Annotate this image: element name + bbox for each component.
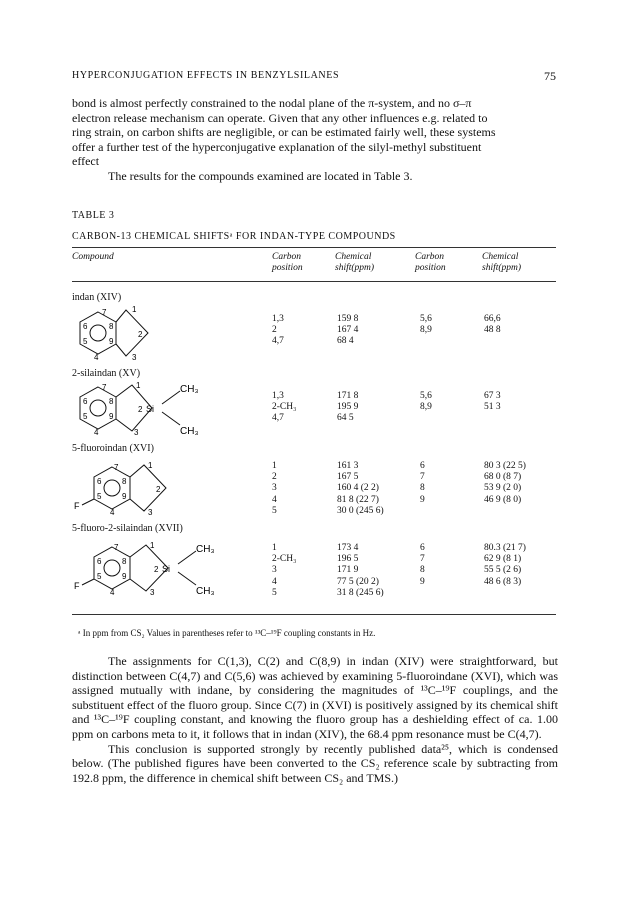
compound-name: indan (XIV) [72, 292, 122, 303]
intro-line: bond is almost perfectly constrained to the nodal plane of the π-system, and no σ–π [72, 96, 472, 110]
svg-text:5: 5 [97, 492, 102, 501]
header-compound: Compound [72, 252, 114, 262]
carbon-positions: 1,3 2-CH₃ 4,7 [272, 391, 297, 424]
svg-text:2: 2 [138, 405, 143, 414]
header-chemical-shift-2: Chemical shift(ppm) [482, 252, 522, 273]
svg-text:8: 8 [109, 397, 114, 406]
carbon-positions: 6 7 8 9 [420, 461, 425, 505]
results-line: The results for the compounds examined are located in Table 3. [108, 168, 413, 183]
discussion [72, 654, 558, 785]
svg-text:2: 2 [156, 485, 161, 494]
svg-text:6: 6 [83, 322, 88, 331]
svg-text:4: 4 [110, 588, 115, 597]
table-caption: CARBON-13 CHEMICAL SHIFTSᵃ FOR INDAN-TYPE COMPOUNDS [72, 231, 396, 242]
silaindan-structure [76, 381, 246, 443]
carbon-positions: 1 2 3 4 5 [272, 461, 277, 516]
svg-text:6: 6 [97, 557, 102, 566]
compound-name: 5-fluoro-2-silaindan (XVII) [72, 523, 183, 534]
svg-text:7: 7 [102, 383, 107, 392]
svg-text:1: 1 [150, 541, 155, 550]
table-label: TABLE 3 [72, 210, 115, 221]
svg-text:7: 7 [102, 308, 107, 317]
svg-text:1: 1 [136, 381, 141, 390]
indan-structure [76, 306, 206, 366]
svg-text:8: 8 [122, 557, 127, 566]
svg-text:8: 8 [122, 477, 127, 486]
svg-text:1: 1 [132, 306, 137, 314]
table-bottom-rule [72, 614, 556, 615]
compound-name: 2-silaindan (XV) [72, 368, 141, 379]
svg-text:Si: Si [146, 404, 155, 414]
page-number: 75 [544, 69, 556, 83]
running-header [72, 70, 556, 81]
intro-line: offer a further test of the hyperconjugative explanation of the silyl-methyl substituent [72, 139, 482, 154]
svg-text:7: 7 [114, 463, 119, 472]
svg-text:4: 4 [94, 428, 99, 437]
chemical-shifts: 173 4 196 5 171 9 77 5 (20 2) 31 8 (245 6) [337, 543, 384, 598]
carbon-positions: 5,6 8,9 [420, 314, 432, 336]
carbon-positions: 1 2-CH₃ 3 4 5 [272, 543, 297, 598]
running-title: HYPERCONJUGATION EFFECTS IN BENZYLSILANES [72, 70, 340, 81]
svg-text:3: 3 [132, 353, 137, 362]
table-footnote: ᵃ In ppm from CS₂ Values in parentheses refer to ¹³C–¹⁹F coupling constants in Hz. [78, 628, 376, 638]
svg-text:9: 9 [122, 492, 127, 501]
svg-text:5: 5 [83, 412, 88, 421]
carbon-positions: 1,3 2 4,7 [272, 314, 284, 347]
chemical-shifts: 66,6 48 8 [484, 314, 501, 336]
svg-text:CH₃: CH₃ [180, 384, 199, 395]
svg-text:7: 7 [114, 543, 119, 552]
intro-line: ring strain, on carbon shifts are negligible, or can be estimated fairly well, these systems [72, 125, 496, 140]
svg-text:6: 6 [83, 397, 88, 406]
chemical-shifts: 80 3 (22 5) 68 0 (8 7) 53 9 (2 0) 46 9 (8 0) [484, 461, 526, 505]
intro-paragraph [72, 96, 558, 184]
chemical-shifts: 171 8 195 9 64 5 [337, 391, 359, 424]
svg-text:CH₃: CH₃ [196, 586, 215, 597]
svg-text:F: F [74, 581, 80, 591]
svg-text:3: 3 [150, 588, 155, 597]
discussion-paragraph-1: The assignments for C(1,3), C(2) and C(8,9) in indan (XIV) were straightforward, but distinction between C(4,7) and C(5,6) was achieved by examining 5-fluoroindane (XVI), which was assigned mutually with indane, by considering the magnitudes of ¹³C–¹⁹F couplings, and the substituent effect of the fluoro group. Since C(7) in (XVI) is positively assigned by its chemical shift and ¹³C–¹⁹F coupling constant, and knowing the fluoro group has a deshielding effect of ca. 1.00 ppm on carbons meta to it, it follows that in indan (XIV), the 68.4 ppm resonance must be C(4,7). [72, 654, 558, 741]
header-carbon-position-1: Carbon position [272, 252, 303, 273]
chemical-shifts: 161 3 167 5 160 4 (2 2) 81 8 (22 7) 30 0 (245 6) [337, 461, 384, 516]
compound-name: 5-fluoroindan (XVI) [72, 443, 154, 454]
svg-text:3: 3 [134, 428, 139, 437]
svg-text:5: 5 [83, 337, 88, 346]
fluoroindan-structure [72, 461, 202, 523]
svg-text:9: 9 [109, 412, 114, 421]
svg-text:2: 2 [138, 330, 143, 339]
svg-text:CH₃: CH₃ [180, 426, 199, 437]
svg-text:2: 2 [154, 565, 159, 574]
svg-text:6: 6 [97, 477, 102, 486]
carbon-positions: 6 7 8 9 [420, 543, 425, 587]
header-chemical-shift-1: Chemical shift(ppm) [335, 252, 375, 273]
svg-text:CH₃: CH₃ [196, 544, 215, 555]
svg-text:8: 8 [109, 322, 114, 331]
intro-line: effect [72, 154, 100, 169]
intro-line: electron release mechanism can operate. Given that any other influences e.g. related to [72, 110, 488, 125]
svg-text:Si: Si [162, 564, 171, 574]
svg-text:1: 1 [148, 461, 153, 470]
table-top-rule [72, 247, 556, 248]
header-carbon-position-2: Carbon position [415, 252, 446, 273]
chemical-shifts: 80.3 (21 7) 62 9 (8 1) 55 5 (2 6) 48 6 (8 3) [484, 543, 526, 587]
fluorosilaindan-structure [72, 541, 252, 605]
svg-text:9: 9 [109, 337, 114, 346]
svg-text:9: 9 [122, 572, 127, 581]
svg-text:5: 5 [97, 572, 102, 581]
chemical-shifts: 159 8 167 4 68 4 [337, 314, 359, 347]
svg-text:4: 4 [94, 353, 99, 362]
discussion-paragraph-2: This conclusion is supported strongly by recently published data²⁵, which is condensed below. (The published figures have been converted to the CS₂ reference scale by subtracting from 192.8 ppm, the difference in chemical shift between CS₂ and TMS.) [72, 741, 558, 785]
chemical-shifts: 67 3 51 3 [484, 391, 501, 413]
svg-text:3: 3 [148, 508, 153, 517]
svg-text:F: F [74, 501, 80, 511]
svg-text:4: 4 [110, 508, 115, 517]
carbon-positions: 5,6 8,9 [420, 391, 432, 413]
table-header-rule [72, 281, 556, 282]
